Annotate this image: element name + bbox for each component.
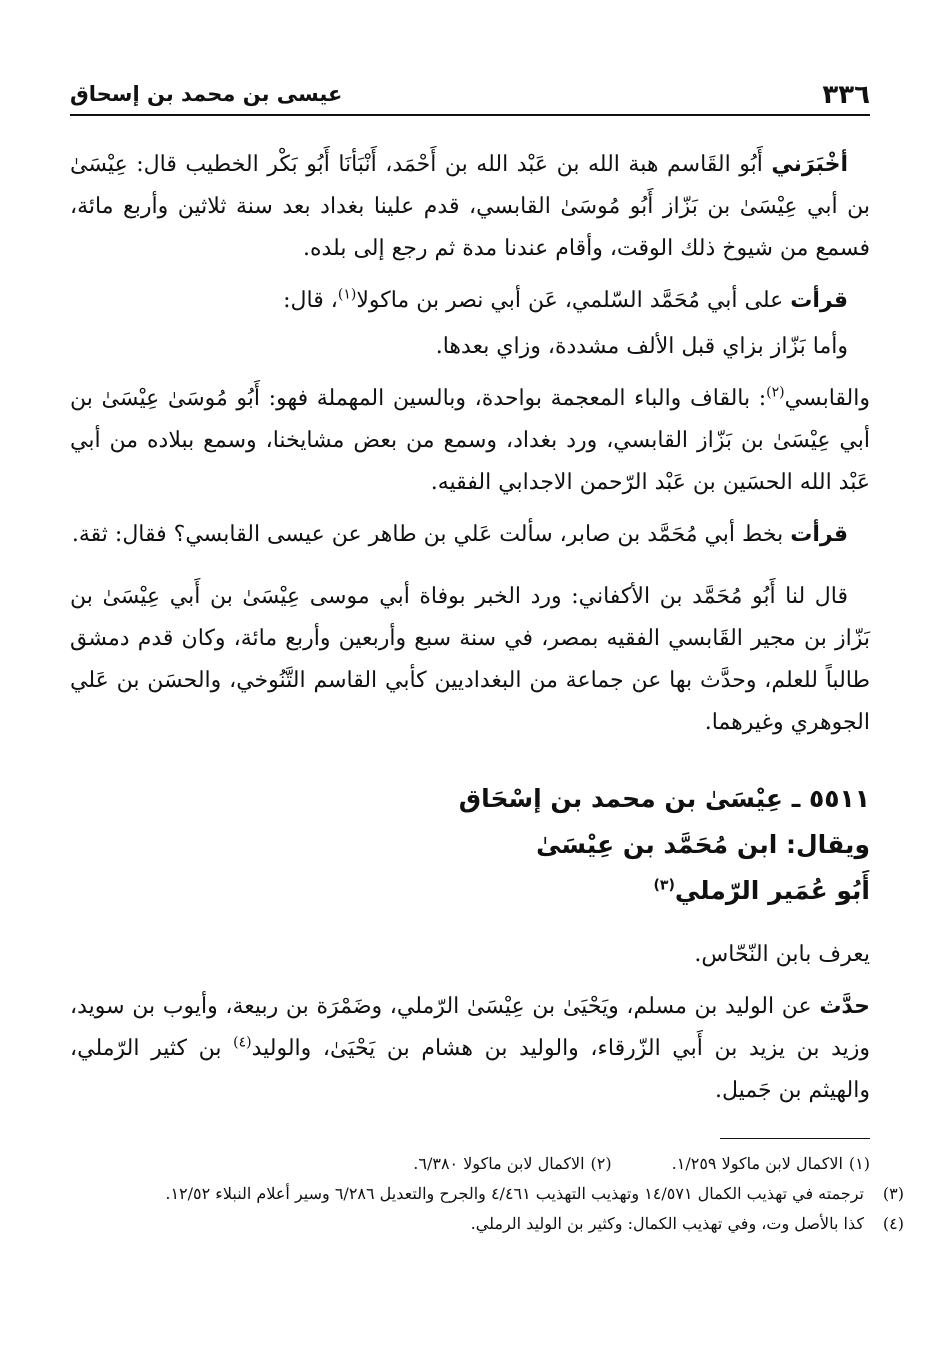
paragraph-2 (70, 280, 870, 322)
footnote-4-text: كذا بالأصل وت، وفي تهذيب الكمال: وكثير بن الوليد الرملي. (470, 1214, 864, 1233)
footnote-4: (٤)كذا بالأصل وت، وفي تهذيب الكمال: وكثير بن الوليد الرملي. (470, 1214, 904, 1233)
running-title: عيسى بن محمد بن إسحاق (70, 82, 343, 106)
paragraph-5-text: بخط أبي مُحَمَّد بن صابر، سألت عَلي بن طاهر عن عيسى القابسي؟ فقال: ثقة. (71, 522, 791, 547)
entry-heading (70, 776, 870, 914)
footnote-ref-2: (٢) (766, 384, 785, 401)
paragraph-8-text-b: بن كثير الرّملي، والهيثم بن جَميل. (70, 1036, 870, 1103)
paragraph-5-lead: قرأت (790, 522, 848, 547)
paragraph-7-text: يعرف بابن النّحّاس. (694, 942, 870, 967)
paragraph-1-text: أَبُو القَاسم هبة الله بن عَبْد الله بن أَحْمَد، أَنْبَأنَا أَبُو بَكْر الخطيب قال: عِيْسَىٰ بن أبي عِيْسَىٰ بن بَزّاز أَبُو مُوسَىٰ القابسي، قدم علينا بغداد بعد سنة ثلاثين وأربع مائة، فسمع من شيوخ ذلك الوقت، وأقام عندنا مدة ثم رجع إلى بلده. (70, 152, 870, 261)
footnote-2 (413, 1149, 611, 1179)
footnote-2-text: الاكمال لابن ماكولا ٦/٣٨٠. (413, 1154, 585, 1173)
footnote-1-text: الاكمال لابن ماكولا ١/٢٥٩. (671, 1154, 843, 1173)
footnote-ref-1: (١) (337, 286, 357, 303)
footnote-ref-3: (٣) (653, 877, 675, 894)
footnote-divider (720, 1138, 870, 1139)
main-text (70, 144, 870, 1112)
paragraph-8 (70, 986, 870, 1112)
paragraph-4-text-a: والقابسي (784, 386, 870, 411)
paragraph-1-lead: أخْبَرَني (771, 152, 848, 177)
paragraph-2-lead: قرأت (790, 288, 848, 313)
entry-heading-line-3 (70, 868, 870, 914)
paragraph-6-text: قال لنا أَبُو مُحَمَّد بن الأكفاني: ورد الخبر بوفاة أبي موسى عِيْسَىٰ بن أَبي عِيْسَىٰ بن بَزّاز بن مجير القَابسي الفقيه بمصر، في سنة سبع وأربعين وأربع مائة، وكان قدم دمشق طالباً للعلم، وحدَّث بها عن جماعة من البغداديين كأبي القاسم التَّنُوخي، والحسَن بن عَلي الجوهري وغيرهما. (70, 584, 870, 735)
footnote-3-text: ترجمته في تهذيب الكمال ١٤/٥٧١ وتهذيب التهذيب ٤/٤٦١ والجرح والتعديل ٦/٢٨٦ وسير أعلام النبلاء ١٢/٥٢. (165, 1184, 864, 1203)
paragraph-1 (70, 144, 870, 270)
entry-heading-line-2: ويقال: ابن مُحَمَّد بن عِيْسَىٰ (536, 830, 870, 859)
footnotes (70, 1149, 904, 1239)
paragraph-2-text-b: ، قال: (283, 288, 338, 313)
footnote-2-number: (٢) (590, 1154, 612, 1173)
paragraph-6 (70, 576, 870, 744)
paragraph-5 (70, 514, 870, 556)
footnote-row-1-2 (70, 1149, 870, 1179)
paragraph-4 (70, 378, 870, 504)
paragraph-2-text-a: على أبي مُحَمَّد السّلمي، عَن أبي نصر بن ماكولا (356, 288, 791, 313)
paragraph-7 (70, 934, 870, 976)
entry-heading-line-1: ٥٥١١ ـ عِيْسَىٰ بن محمد بن إسْحَاق (458, 784, 870, 813)
footnote-ref-4: (٤) (233, 1034, 252, 1051)
paragraph-4-text-b: : بالقاف والباء المعجمة بواحدة، وبالسين المهملة فهو: أَبُو مُوسَىٰ عِيْسَىٰ بن أبي عِيْسَىٰ بن بَزّاز القابسي، ورد بغداد، وسمع من بعض مشايخنا، وسمع ببلاده من أبي عَبْد الله الحسَين بن عَبْد الرّحمن الاجدابي الفقيه. (70, 386, 870, 495)
entry-heading-line-3-text: أَبُو عُمَير الرّملي (674, 876, 870, 905)
page-header (70, 70, 870, 116)
footnote-1-number: (١) (848, 1154, 870, 1173)
page-number: ٣٣٦ (822, 80, 870, 110)
paragraph-3-text: وأما بَزّاز بزاي قبل الألف مشددة، وزاي بعدها. (435, 334, 848, 359)
paragraph-3 (70, 326, 870, 368)
footnote-3: (٣)ترجمته في تهذيب الكمال ١٤/٥٧١ وتهذيب التهذيب ٤/٤٦١ والجرح والتعديل ٦/٢٨٦ وسير أعلام النبلاء ١٢/٥٢. (165, 1184, 904, 1203)
paragraph-8-text-a: عن الوليد بن مسلم، ويَحْيَىٰ بن عِيْسَىٰ الرّملي، وضَمْرَة بن ربيعة، وأيوب بن سويد، وزيد بن يزيد بن أَبي الزّرقاء، والوليد بن هشام بن يَحْيَىٰ، والوليد (70, 994, 870, 1061)
book-page (70, 70, 904, 1239)
footnote-1 (672, 1149, 870, 1179)
paragraph-8-lead: حدَّث (819, 994, 870, 1019)
